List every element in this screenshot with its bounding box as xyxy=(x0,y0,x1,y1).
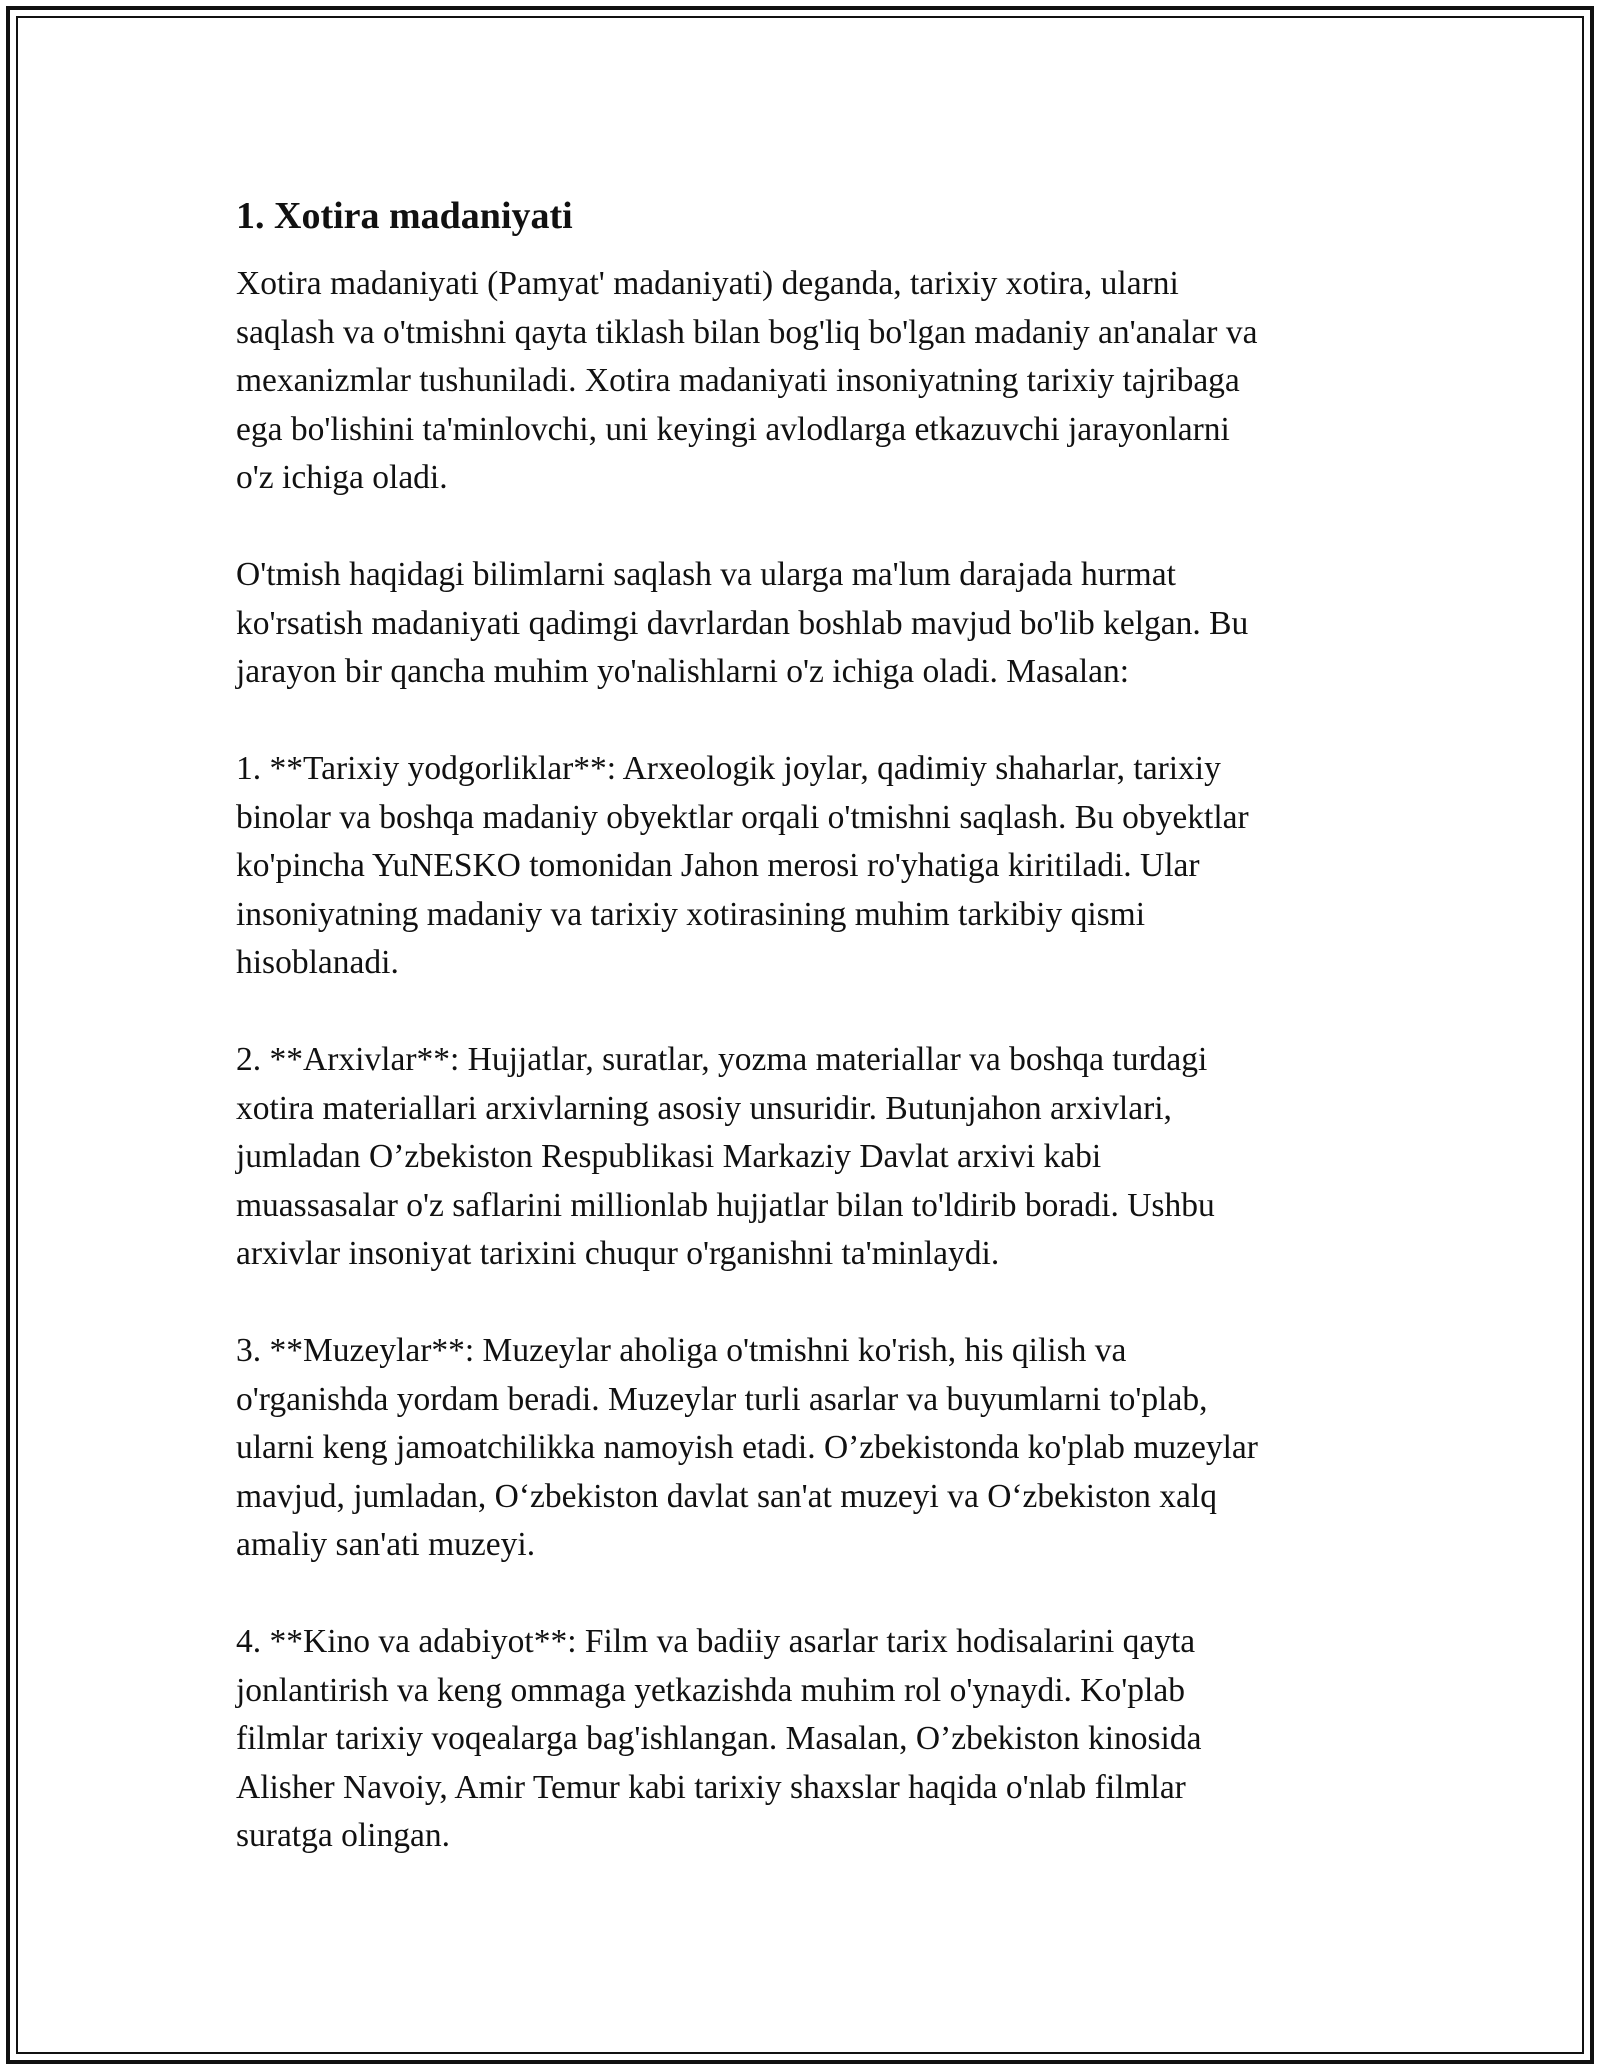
text-line: Alisher Navoiy, Amir Temur kabi tarixiy shaxslar haqida o'nlab filmlar xyxy=(236,1768,1186,1806)
text-line: o'z ichiga oladi. xyxy=(236,459,448,496)
text-line: jonlantirish va keng ommaga yetkazishda muhim rol o'ynaydi. Ko'plab xyxy=(236,1671,1185,1709)
text-line: ega bo'lishini ta'minlovchi, uni keyingi avlodlarga etkazuvchi jarayonlarni xyxy=(236,410,1230,448)
text-line: insoniyatning madaniy va tarixiy xotirasining muhim tarkibiy qismi xyxy=(236,895,1146,933)
text-line: ko'rsatish madaniyati qadimgi davrlardan boshlab mavjud bo'lib kelgan. Bu xyxy=(236,604,1249,642)
text-line: xotira materiallari arxivlarning asosiy unsuridir. Butunjahon arxivlari, xyxy=(236,1089,1172,1127)
text-line: jumladan O’zbekiston Respublikasi Markaziy Davlat arxivi kabi xyxy=(236,1138,1102,1175)
text-line: saqlash va o'tmishni qayta tiklash bilan bog'liq bo'lgan madaniy an'analar va xyxy=(236,313,1258,351)
text-line: muassasalar o'z saflarini millionlab hujjatlar bilan to'ldirib boradi. Ushbu xyxy=(236,1186,1215,1224)
section-heading: 1. Xotira madaniyati xyxy=(236,195,573,237)
text-line: ularni keng jamoatchilikka namoyish etadi. O’zbekistonda ko'plab muzeylar xyxy=(236,1429,1258,1466)
text-line: arxivlar insoniyat tarixini chuqur o'rganishni ta'minlaydi. xyxy=(236,1235,1000,1272)
text-line: 4. **Kino va adabiyot**: Film va badiiy asarlar tarix hodisalarini qayta xyxy=(236,1623,1196,1660)
list-item-monuments xyxy=(236,745,1366,988)
text-line: 1. **Tarixiy yodgorliklar**: Arxeologik joylar, qadimiy shaharlar, tarixiy xyxy=(236,750,1221,787)
text-line: 3. **Muzeylar**: Muzeylar aholiga o'tmishni ko'rish, his qilish va xyxy=(236,1332,1127,1369)
document-body xyxy=(236,180,1366,1909)
text-line: suratga olingan. xyxy=(236,1817,450,1854)
paragraph-history xyxy=(236,551,1366,697)
text-line: jarayon bir qancha muhim yo'nalishlarni o'z ichiga oladi. Masalan: xyxy=(236,653,1130,690)
text-line: mavjud, jumladan, O‘zbekiston davlat san'at muzeyi va O‘zbekiston xalq xyxy=(236,1477,1217,1515)
text-line: hisoblanadi. xyxy=(236,944,399,981)
paragraph-intro xyxy=(236,260,1366,503)
text-line: o'rganishda yordam beradi. Muzeylar turli asarlar va buyumlarni to'plab, xyxy=(236,1380,1208,1418)
text-line: binolar va boshqa madaniy obyektlar orqali o'tmishni saqlash. Bu obyektlar xyxy=(236,798,1249,836)
text-line: Xotira madaniyati (Pamyat' madaniyati) deganda, tarixiy xotira, ularni xyxy=(236,265,1179,302)
text-line: filmlar tarixiy voqealarga bag'ishlangan. Masalan, O’zbekiston kinosida xyxy=(236,1720,1202,1757)
text-line: 2. **Arxivlar**: Hujjatlar, suratlar, yozma materiallar va boshqa turdagi xyxy=(236,1041,1208,1078)
list-item-museums xyxy=(236,1327,1366,1570)
text-line: mexanizmlar tushuniladi. Xotira madaniyati insoniyatning tarixiy tajribaga xyxy=(236,362,1240,399)
list-item-cinema-literature xyxy=(236,1618,1366,1861)
list-item-archives xyxy=(236,1036,1366,1279)
text-line: ko'pincha YuNESKO tomonidan Jahon merosi ro'yhatiga kiritiladi. Ular xyxy=(236,847,1200,884)
text-line: O'tmish haqidagi bilimlarni saqlash va ularga ma'lum darajada hurmat xyxy=(236,556,1176,593)
text-line: amaliy san'ati muzeyi. xyxy=(236,1526,536,1563)
